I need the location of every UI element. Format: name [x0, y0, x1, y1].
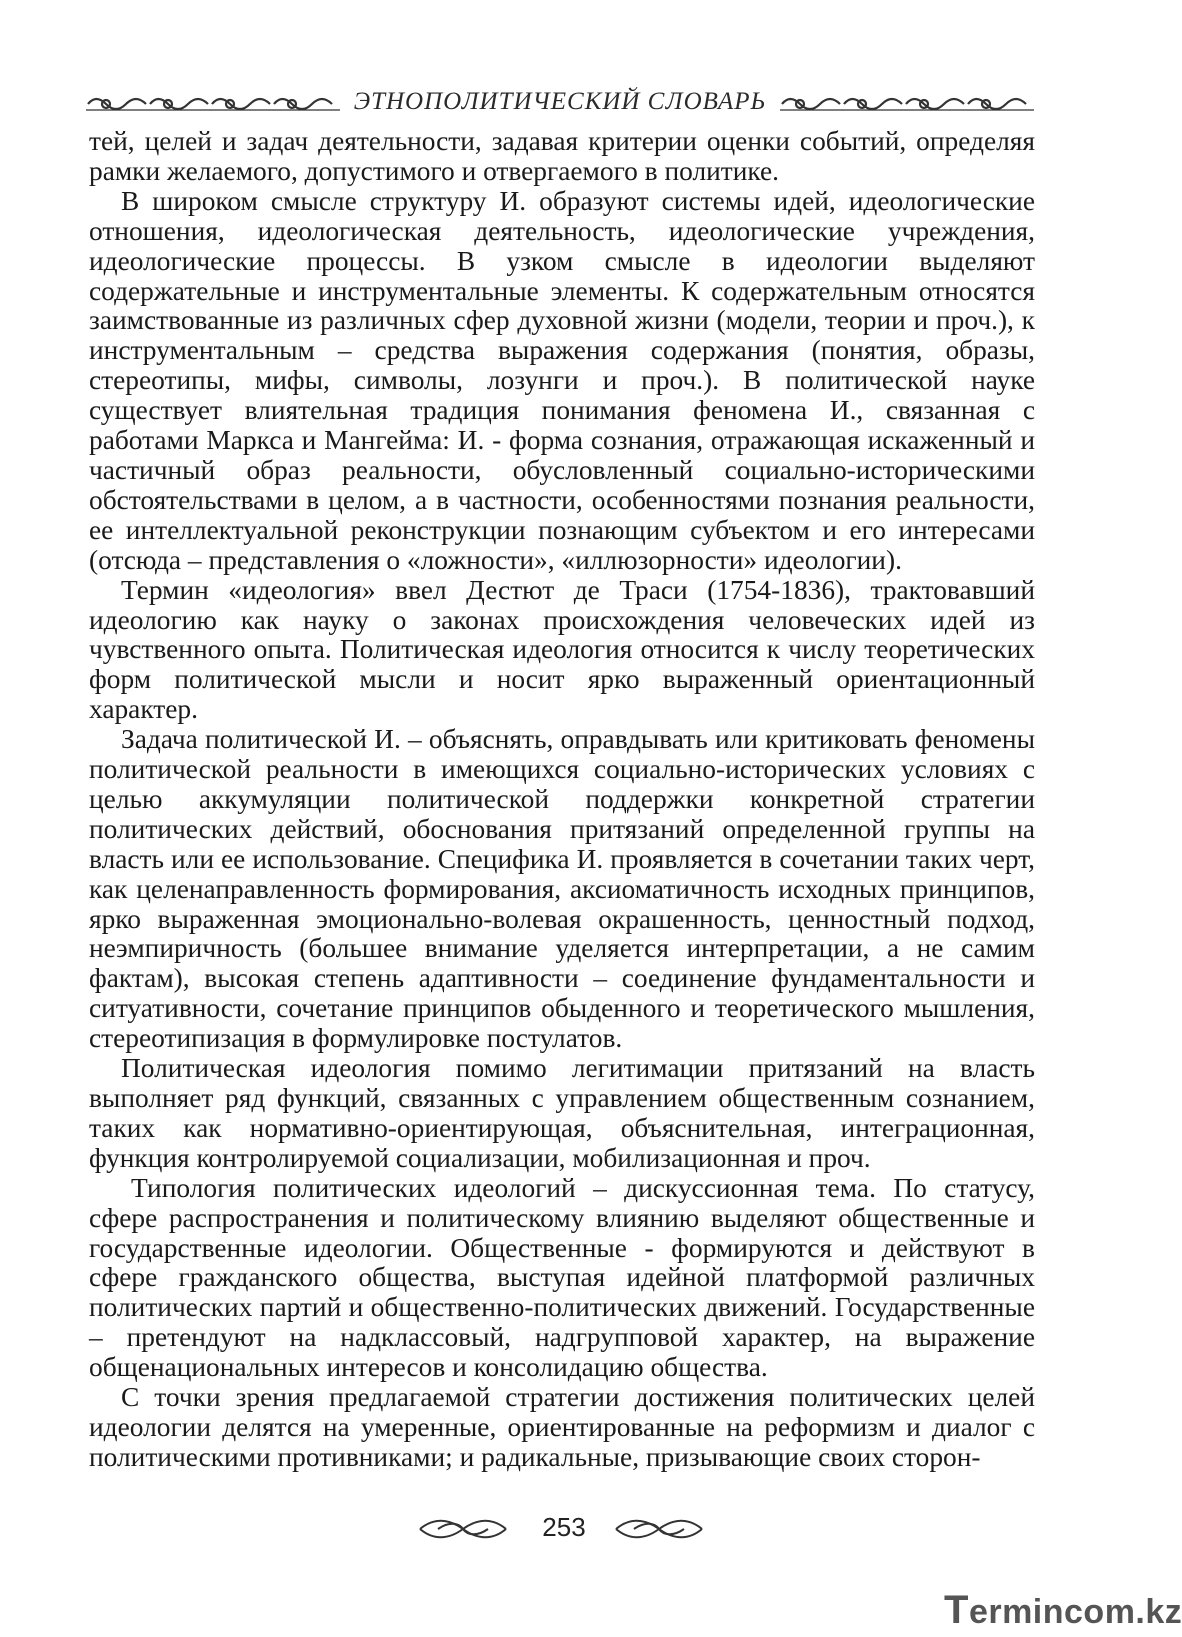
scroll-ornament-icon	[86, 90, 340, 118]
paragraph: тей, целей и задач деятельности, задавая критерии оценки событий, определяя рамки желаемого, допустимого и отвергаемого в политике.	[89, 126, 1035, 186]
paragraph: Термин «идеология» ввел Дестют де Траси (1754-1836), трактовавший идеологию как науку о законах происхождения человеческих идей из чувственного опыта. Политическая идеология относится к числу теоретических форм политической мысли и носит ярко выраженный ориентационный характер.	[89, 574, 1035, 725]
scroll-ornament-icon	[780, 90, 1034, 118]
site-watermark	[944, 1588, 1182, 1632]
watermark-text: ermincom.kz	[968, 1593, 1182, 1631]
flourish-icon	[418, 1516, 508, 1542]
running-header	[0, 84, 1158, 124]
article-body	[89, 127, 1035, 1473]
flourish-icon	[614, 1516, 704, 1542]
paragraph: С точки зрения предлагаемой стратегии достижения политических целей идеологии делятся на умеренные, ориентированные на реформизм и диалог с политическими противниками; и радикальные, призывающие своих сторон-	[89, 1382, 1035, 1472]
paragraph: Политическая идеология помимо легитимации притязаний на власть выполняет ряд функций, связанных с управлением общественным сознанием, таких как нормативно-ориентирующая, объяснительная, интеграционная, функция контролируемой социализации, мобилизационная и проч.	[89, 1053, 1035, 1173]
paragraph: В широком смысле структуру И. образуют системы идей, идеологические отношения, идеологическая деятельность, идеологические учреждения, идеологические процессы. В узком смысле в идеологии выделяют содержательные и инструментальные элементы. К содержательным относятся заимствованные из различных сфер духовной жизни (модели, теории и проч.), к инструментальным – средства выражения содержания (понятия, образы, стереотипы, мифы, символы, лозунги и проч.). В политической науке существует влиятельная традиция понимания феномена И., связанная с работами Маркса и Мангейма: И. - форма сознания, отражающая искаженный и частичный образ реальности, обусловленный социально-историческими обстоятельствами в целом, а в частности, особенностями познания реальности, ее интеллектуальной реконструкции познающим субъектом и его интересами (отсюда – представления о «ложности», «иллюзорности» идеологии).	[89, 185, 1035, 575]
page-footer	[0, 1510, 1158, 1550]
paragraph: Типология политических идеологий – дискуссионная тема. По статусу, сфере распространения и политическому влиянию выделяют общественные и государственные идеологии. Общественные - формируются и действуют в сфере гражданского общества, выступая идейной платформой различных политических партий и общественно-политических движений. Государственные – претендуют на надклассовый, надгрупповой характер, на выражение общенациональных интересов и консолидацию общества.	[89, 1172, 1035, 1383]
watermark-initial: T	[944, 1588, 969, 1632]
page-number: 253	[542, 1512, 586, 1542]
page-header-title: ЭТНОПОЛИТИЧЕСКИЙ СЛОВАРЬ	[353, 88, 767, 115]
paragraph: Задача политической И. – объяснять, оправдывать или критиковать феномены политической реальности в имеющихся социально-исторических условиях с целью аккумуляции политической поддержки конкретной стратегии политических действий, обоснования притязаний определенной группы на власть или ее использование. Специфика И. проявляется в сочетании таких черт, как целенаправленность формирования, аксиоматичность исходных принципов, ярко выраженная эмоционально-волевая окрашенность, ценностный подход, неэмпиричность (большее внимание уделяется интерпретации, а не самим фактам), высокая степень адаптивности – соединение фундаментальности и ситуативности, сочетание принципов обыденного и теоретического мышления, стереотипизация в формулировке постулатов.	[89, 724, 1035, 1054]
